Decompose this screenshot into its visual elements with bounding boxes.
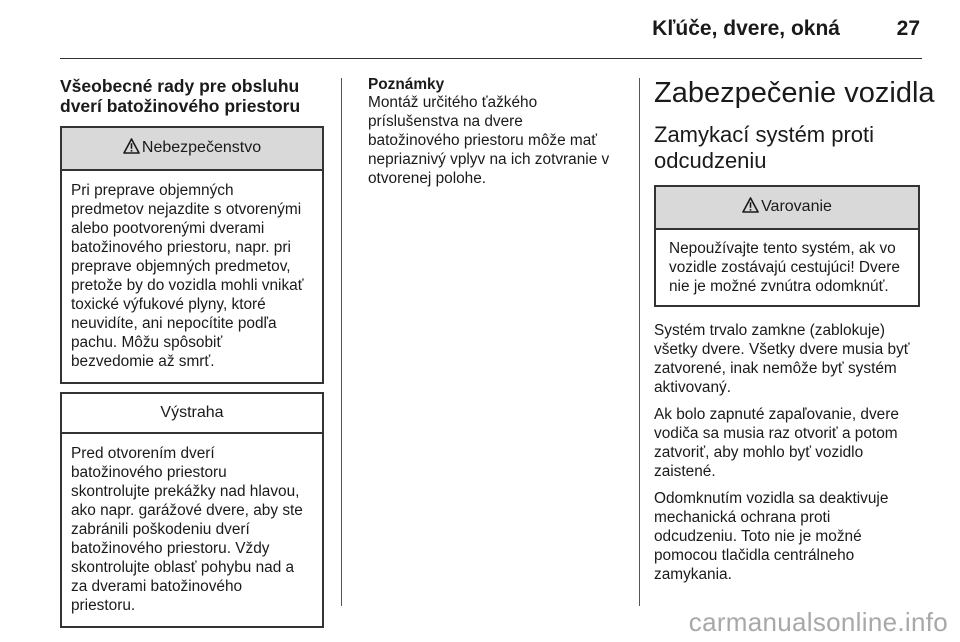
text-line: zabránili poškodeniu dverí <box>71 521 250 538</box>
text-line: nie je možné zvnútra odomknúť. <box>669 278 889 295</box>
text-line: nepriaznivý vplyv na ich zotvranie v <box>368 151 610 168</box>
text-line: Systém trvalo zamkne (zablokuje) <box>654 322 885 339</box>
text-line: otvorenej polohe. <box>368 170 487 187</box>
text-line: Pred otvorením dverí <box>71 445 215 462</box>
note-title: Poznámky <box>368 76 445 93</box>
caution-box-title: Výstraha <box>160 404 224 421</box>
text-line: alebo pootvorenými dverami <box>71 220 265 237</box>
text-line: vodiča sa musia raz otvoriť a potom <box>654 425 898 442</box>
warning-box-body <box>656 230 918 305</box>
warning-triangle-icon <box>123 138 140 159</box>
text-line: Ak bolo zapnuté zapaľovanie, dvere <box>654 406 899 423</box>
paragraph-ignition <box>654 405 920 481</box>
text-line: batožinového priestoru môže mať <box>368 132 598 149</box>
danger-box <box>60 126 324 384</box>
text-line: zaistené. <box>654 463 716 480</box>
caution-box-header <box>62 394 322 434</box>
danger-box-header <box>62 128 322 171</box>
text-line: predmetov nejazdite s otvorenými <box>71 201 302 218</box>
text-line: batožinového priestoru, napr. pri <box>71 239 291 256</box>
section-heading-tailgate <box>60 76 324 116</box>
text-line: pretože by do vozidla mohli vnikať <box>71 277 304 294</box>
text-line: toxické výfukové plyny, ktoré <box>71 296 266 313</box>
text-line: preprave objemných predmetov, <box>71 258 291 275</box>
warning-box-header <box>656 187 918 230</box>
text-line: príslušenstva na dvere <box>368 113 523 130</box>
caution-box-body <box>62 434 322 626</box>
text-line: skontrolujte oblasť pohybu nad a <box>71 559 295 576</box>
text-line: pomocou tlačidla centrálneho <box>654 547 855 564</box>
subsection-title-line: Zamykací systém proti <box>654 122 875 147</box>
chapter-title: Kľúče, dvere, okná <box>652 17 840 40</box>
text-line: Odomknutím vozidla sa deaktivuje <box>654 490 889 507</box>
column-divider-right <box>639 78 640 606</box>
danger-box-title: Nebezpečenstvo <box>141 139 262 156</box>
danger-box-body <box>62 171 322 382</box>
paragraph-system-lock <box>654 321 920 397</box>
page-number: 27 <box>896 17 920 40</box>
caution-box <box>60 392 324 628</box>
section-title-vehicle-security: Zabezpečenie vozidla <box>654 77 935 109</box>
column-divider-left <box>341 78 342 606</box>
text-line: odcudzeniu. Toto nie je možné <box>654 528 862 545</box>
subsection-title-line: odcudzeniu <box>654 148 767 173</box>
note-body <box>368 93 624 188</box>
text-line: pachu. Môžu spôsobiť <box>71 334 223 351</box>
column-3 <box>654 76 935 592</box>
header-rule <box>60 58 922 59</box>
text-line: zatvorené, inak nemôže byť systém <box>654 360 897 377</box>
text-line: za dverami batožinového <box>71 578 243 595</box>
section-heading-line: dverí batožinového priestoru <box>60 96 301 116</box>
text-line: priestoru. <box>71 597 136 614</box>
text-line: aktivovaný. <box>654 379 731 396</box>
text-line: Nepoužívajte tento systém, ak vo <box>669 240 896 257</box>
warning-box <box>654 185 920 307</box>
text-line: vozidle zostávajú cestujúci! Dvere <box>669 259 900 276</box>
text-line: mechanická ochrana proti <box>654 509 831 526</box>
watermark: carmanualsonline.info <box>688 607 948 637</box>
text-line: neuvidíte, ani nepocítite podľa <box>71 315 277 332</box>
section-heading-line: Všeobecné rady pre obsluhu <box>60 76 300 96</box>
text-line: všetky dvere. Všetky dvere musia byť <box>654 341 910 358</box>
text-line: skontrolujte prekážky nad hlavou, <box>71 483 300 500</box>
column-1 <box>60 76 324 636</box>
column-2 <box>368 76 624 188</box>
text-line: Pri preprave objemných <box>71 182 234 199</box>
subsection-title-anti-theft <box>654 122 920 174</box>
warning-triangle-icon <box>742 197 759 218</box>
text-line: ako napr. garážové dvere, aby ste <box>71 502 303 519</box>
text-line: zatvoriť, aby mohlo byť vozidlo <box>654 444 864 461</box>
text-line: zamykania. <box>654 566 732 583</box>
text-line: Montáž určitého ťažkého <box>368 94 538 111</box>
text-line: batožinového priestoru. Vždy <box>71 540 270 557</box>
warning-box-title: Varovanie <box>761 198 832 215</box>
text-line: batožinového priestoru <box>71 464 227 481</box>
paragraph-unlock <box>654 489 920 584</box>
text-line: bezvedomie až smrť. <box>71 353 215 370</box>
page-header <box>60 0 922 58</box>
